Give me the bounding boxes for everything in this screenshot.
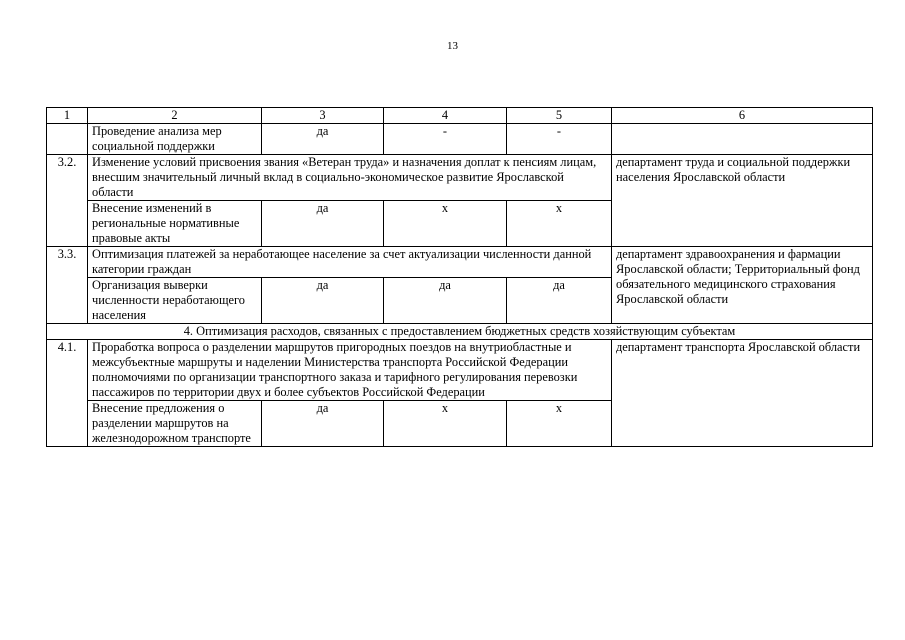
measure-text: Проработка вопроса о разделении маршрутов пригородных поездов на внутриобластные и межсубъектные маршруты и наделении Министерства транспорта Российской Федерации полномочиями по организации транспортного заказа и тарифного регулирования перевозки пассажиров по территории двух и более субъектов Российской Федерации: [88, 340, 612, 401]
section-title: 4. Оптимизация расходов, связанных с предоставлением бюджетных средств хозяйствующим субъектам: [47, 324, 873, 340]
item-number-empty: [47, 124, 88, 155]
column-5-value: -: [507, 124, 612, 155]
table-header-row: [47, 108, 873, 124]
item-number: 3.2.: [47, 155, 88, 247]
action-text: Внесение изменений в региональные нормативные правовые акты: [88, 201, 262, 247]
column-3-value: да: [262, 124, 384, 155]
column-header: 4: [384, 108, 507, 124]
column-header: 5: [507, 108, 612, 124]
item-number: 3.3.: [47, 247, 88, 324]
column-4-value: х: [384, 401, 507, 447]
measures-table: [46, 107, 873, 447]
column-header: 1: [47, 108, 88, 124]
measure-row: [47, 247, 873, 278]
responsible-executor: департамент здравоохранения и фармации Ярославской области; Территориальный фонд обязательного медицинского страхования Ярославской области: [612, 247, 873, 324]
column-3-value: да: [262, 201, 384, 247]
action-text: Организация выверки численности неработающего населения: [88, 278, 262, 324]
responsible-executor: [612, 124, 873, 155]
measure-text: Изменение условий присвоения звания «Ветеран труда» и назначения доплат к пенсиям лицам, внесшим значительный личный вклад в социально-экономическое развитие Ярославской области: [88, 155, 612, 201]
column-header: 2: [88, 108, 262, 124]
column-header: 6: [612, 108, 873, 124]
responsible-executor: департамент труда и социальной поддержки населения Ярославской области: [612, 155, 873, 247]
responsible-executor: департамент транспорта Ярославской области: [612, 340, 873, 447]
measure-text: Оптимизация платежей за неработающее население за счет актуализации численности данной категории граждан: [88, 247, 612, 278]
column-header: 3: [262, 108, 384, 124]
column-4-value: х: [384, 201, 507, 247]
action-row: [47, 124, 873, 155]
section-row: [47, 324, 873, 340]
measure-row: [47, 340, 873, 401]
column-4-value: -: [384, 124, 507, 155]
item-number: 4.1.: [47, 340, 88, 447]
column-5-value: х: [507, 401, 612, 447]
action-text: Проведение анализа мер социальной поддержки: [88, 124, 262, 155]
column-5-value: да: [507, 278, 612, 324]
column-3-value: да: [262, 278, 384, 324]
column-4-value: да: [384, 278, 507, 324]
action-text: Внесение предложения о разделении маршрутов на железнодорожном транспорте: [88, 401, 262, 447]
page-number: 13: [447, 40, 458, 52]
column-3-value: да: [262, 401, 384, 447]
column-5-value: х: [507, 201, 612, 247]
measure-row: [47, 155, 873, 201]
